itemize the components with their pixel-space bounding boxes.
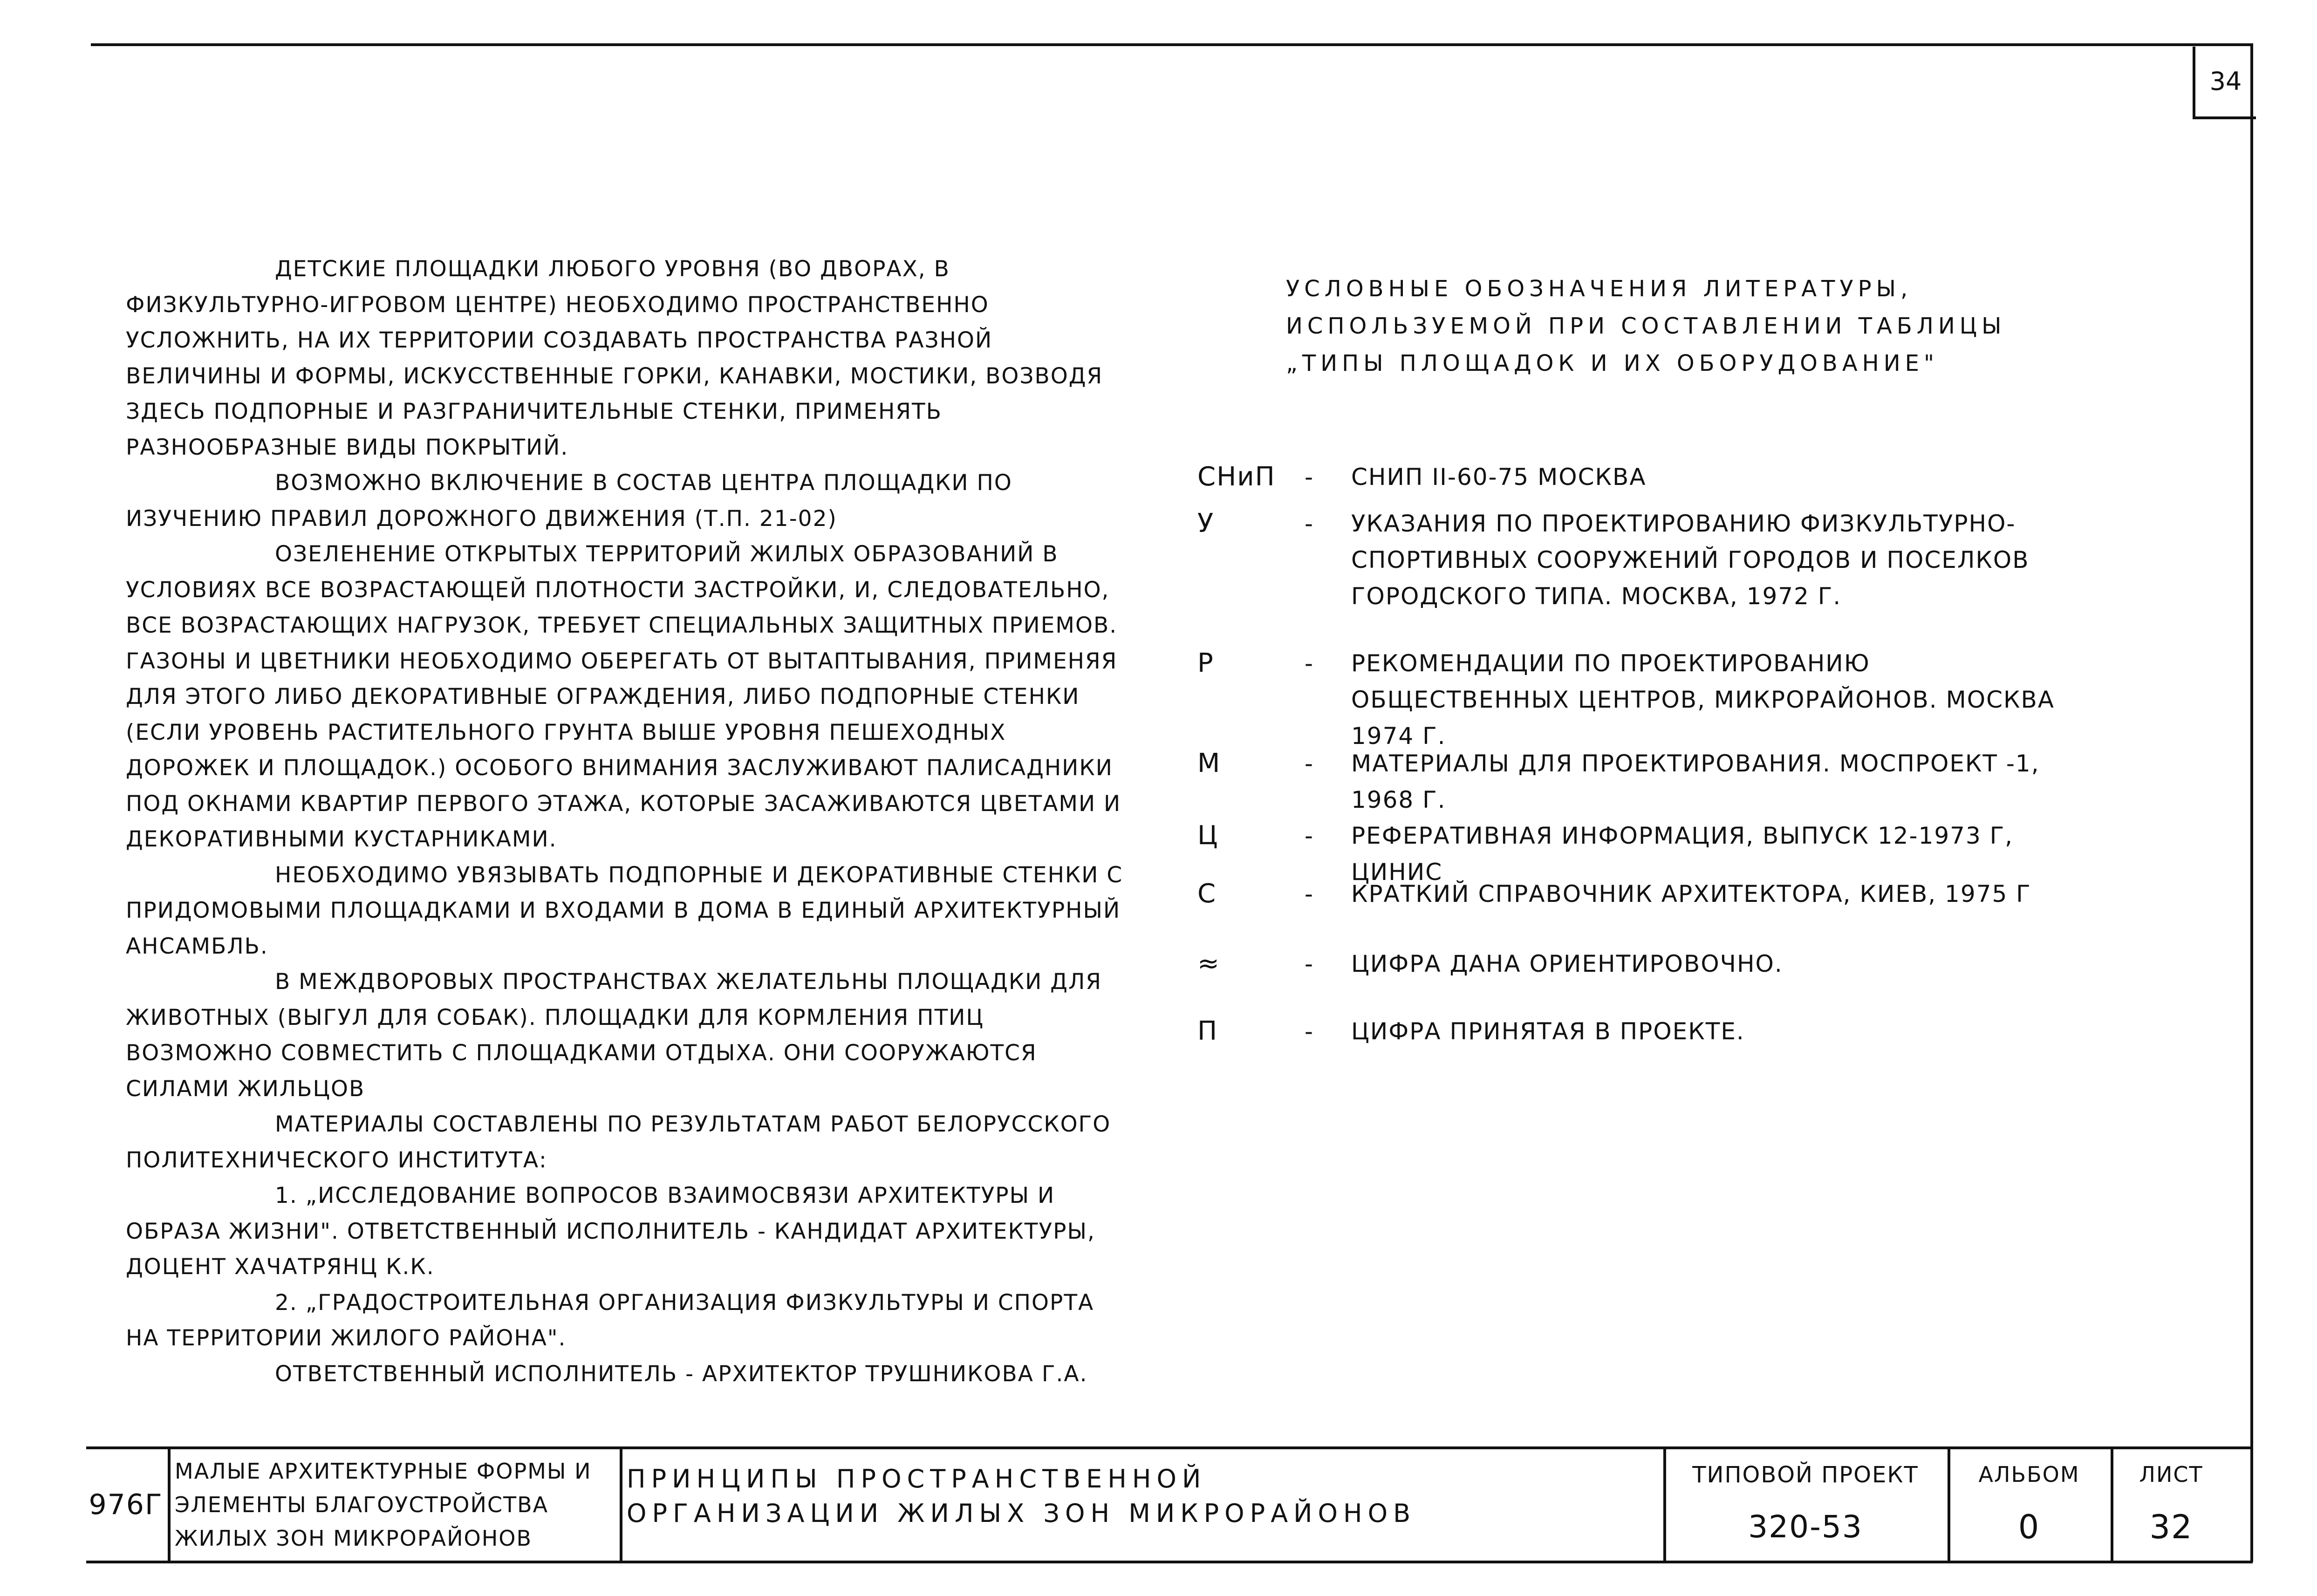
stamp-project-label: ТИПОВОЙ ПРОЕКТ xyxy=(1692,1462,1919,1488)
stamp-sheet-title: ПРИНЦИПЫ ПРОСТРАНСТВЕННОЙ ОРГАНИЗАЦИИ ЖИЛЫХ ЗОН МИКРОРАЙОНОВ xyxy=(627,1464,1416,1528)
legend-title: УСЛОВНЫЕ ОБОЗНАЧЕНИЯ ЛИТЕРАТУРЫ, ИСПОЛЬЗУЕМОЙ ПРИ СОСТАВЛЕНИИ ТАБЛИЦЫ „ТИПЫ ПЛОЩАДОК И ИХ ОБОРУДОВАНИЕ" xyxy=(1286,276,2006,376)
stamp-project-number: 320-53 xyxy=(1748,1509,1863,1545)
paragraph-sources: МАТЕРИАЛЫ СОСТАВЛЕНЫ ПО РЕЗУЛЬТАТАМ РАБОТ БЕЛОРУССКОГО ПОЛИТЕХНИЧЕСКОГО ИНСТИТУТА: xyxy=(126,1112,1111,1173)
legend-desc: РЕКОМЕНДАЦИИ ПО ПРОЕКТИРОВАНИЮ ОБЩЕСТВЕННЫХ ЦЕНТРОВ, МИКРОРАЙОНОВ. МОСКВА 1974 Г. xyxy=(1351,650,2055,750)
legend-desc: СНИП II-60-75 МОСКВА xyxy=(1351,464,1647,491)
title-block xyxy=(86,1448,2234,1562)
legend-dash: - xyxy=(1305,880,1314,907)
legend-abbr: С xyxy=(1197,879,1217,909)
legend-abbr: Ц xyxy=(1197,820,1219,851)
stamp-album-title: МАЛЫЕ АРХИТЕКТУРНЫЕ ФОРМЫ И ЭЛЕМЕНТЫ БЛАГОУСТРОЙСТВА ЖИЛЫХ ЗОН МИКРОРАЙОНОВ xyxy=(175,1459,592,1551)
legend-desc: РЕФЕРАТИВНАЯ ИНФОРМАЦИЯ, ВЫПУСК 12-1973 Г, ЦИНИС xyxy=(1351,822,2014,886)
legend-abbr: СНиП xyxy=(1197,462,1276,492)
legend-dash: - xyxy=(1305,464,1314,491)
paragraph-walls: НЕОБХОДИМО УВЯЗЫВАТЬ ПОДПОРНЫЕ И ДЕКОРАТИВНЫЕ СТЕНКИ С ПРИДОМОВЫМИ ПЛОЩАДКАМИ И ВХОДАМИ В ДОМА В ЕДИНЫЙ АРХИТЕКТУРНЫЙ АНСАМБЛЬ. xyxy=(126,862,1123,959)
paragraph-source-1: 1. „ИССЛЕДОВАНИЕ ВОПРОСОВ ВЗАИМОСВЯЗИ АРХИТЕКТУРЫ И ОБРАЗА ЖИЗНИ". ОТВЕТСТВЕННЫЙ ИСПОЛНИТЕЛЬ - КАНДИДАТ АРХИТЕКТУРЫ, ДОЦЕНТ ХАЧАТРЯНЦ К.К. xyxy=(126,1183,1095,1280)
page-number-box xyxy=(2193,47,2256,119)
legend-dash: - xyxy=(1305,950,1314,977)
legend-desc: ЦИФРА ДАНА ОРИЕНТИРОВОЧНО. xyxy=(1351,950,1783,977)
legend-abbr: ≈ xyxy=(1197,948,1220,979)
legend-dash: - xyxy=(1305,650,1314,677)
stamp-sheet-label: ЛИСТ xyxy=(2139,1462,2203,1487)
right-border-line xyxy=(2250,43,2253,1562)
paragraph-traffic-rules: ВОЗМОЖНО ВКЛЮЧЕНИЕ В СОСТАВ ЦЕНТРА ПЛОЩАДКИ ПО ИЗУЧЕНИЮ ПРАВИЛ ДОРОЖНОГО ДВИЖЕНИЯ (Т.П. 21-02) xyxy=(126,470,1012,532)
paragraph-playgrounds: ДЕТСКИЕ ПЛОЩАДКИ ЛЮБОГО УРОВНЯ (ВО ДВОРАХ, В ФИЗКУЛЬТУРНО-ИГРОВОМ ЦЕНТРЕ) НЕОБХОДИМО ПРОСТРАНСТВЕННО УСЛОЖНИТЬ, НА ИХ ТЕРРИТОРИИ СОЗДАВАТЬ ПРОСТРАНСТВА РАЗНОЙ ВЕЛИЧИНЫ И ФОРМЫ, ИСКУССТВЕННЫЕ ГОРКИ, КАНАВКИ, МОСТИКИ, ВОЗВОДЯ ЗДЕСЬ ПОДПОРНЫЕ И РАЗГРАНИЧИТЕЛЬНЫЕ СТЕНКИ, ПРИМЕНЯТЬ РАЗНООБРАЗНЫЕ ВИДЫ ПОКРЫТИЙ. xyxy=(126,256,1103,460)
legend-desc: УКАЗАНИЯ ПО ПРОЕКТИРОВАНИЮ ФИЗКУЛЬТУРНО-СПОРТИВНЫХ СООРУЖЕНИЙ ГОРОДОВ И ПОСЕЛКОВ ГОРОДСКОГО ТИПА. МОСКВА, 1972 Г. xyxy=(1351,510,2030,610)
paragraph-animals: В МЕЖДВОРОВЫХ ПРОСТРАНСТВАХ ЖЕЛАТЕЛЬНЫ ПЛОЩАДКИ ДЛЯ ЖИВОТНЫХ (ВЫГУЛ ДЛЯ СОБАК). ПЛОЩАДКИ ДЛЯ КОРМЛЕНИЯ ПТИЦ ВОЗМОЖНО СОВМЕСТИТЬ С ПЛОЩАДКАМИ ОТДЫХА. ОНИ СООРУЖАЮТСЯ СИЛАМИ ЖИЛЬЦОВ xyxy=(126,969,1102,1102)
stamp-sheet-value: 32 xyxy=(2149,1508,2193,1546)
stamp-year: 976Г xyxy=(89,1488,163,1521)
top-border-line xyxy=(91,43,2253,46)
page-number: 34 xyxy=(2209,67,2242,96)
legend-dash: - xyxy=(1305,750,1314,777)
legend-desc: КРАТКИЙ СПРАВОЧНИК АРХИТЕКТОРА, КИЕВ, 1975 Г xyxy=(1351,880,2031,907)
paragraph-greening: ОЗЕЛЕНЕНИЕ ОТКРЫТЫХ ТЕРРИТОРИЙ ЖИЛЫХ ОБРАЗОВАНИЙ В УСЛОВИЯХ ВСЕ ВОЗРАСТАЮЩЕЙ ПЛОТНОСТИ ЗАСТРОЙКИ, И, СЛЕДОВАТЕЛЬНО, ВСЕ ВОЗРАСТАЮЩИХ НАГРУЗОК, ТРЕБУЕТ СПЕЦИАЛЬНЫХ ЗАЩИТНЫХ ПРИЕМОВ. ГАЗОНЫ И ЦВЕТНИКИ НЕОБХОДИМО ОБЕРЕГАТЬ ОТ ВЫТАПТЫВАНИЯ, ПРИМЕНЯЯ ДЛЯ ЭТОГО ЛИБО ДЕКОРАТИВНЫЕ ОГРАЖДЕНИЯ, ЛИБО ПОДПОРНЫЕ СТЕНКИ (ЕСЛИ УРОВЕНЬ РАСТИТЕЛЬНОГО ГРУНТА ВЫШЕ УРОВНЯ ПЕШЕХОДНЫХ ДОРОЖЕК И ПЛОЩАДОК.) ОСОБОГО ВНИМАНИЯ ЗАСЛУЖИВАЮТ ПАЛИСАДНИКИ ПОД ОКНАМИ КВАРТИР ПЕРВОГО ЭТАЖА, КОТОРЫЕ ЗАСАЖИВАЮТСЯ ЦВЕТАМИ И ДЕКОРАТИВНЫМИ КУСТАРНИКАМИ. xyxy=(126,541,1121,852)
paragraph-responsible: ОТВЕТСТВЕННЫЙ ИСПОЛНИТЕЛЬ - АРХИТЕКТОР ТРУШНИКОВА Г.А. xyxy=(275,1361,1088,1387)
legend-dash: - xyxy=(1305,1018,1314,1045)
stamp-album-label: АЛЬБОМ xyxy=(1978,1462,2080,1487)
legend-abbr: У xyxy=(1197,508,1215,539)
explanatory-text xyxy=(126,252,1132,1392)
paragraph-source-2: 2. „ГРАДОСТРОИТЕЛЬНАЯ ОРГАНИЗАЦИЯ ФИЗКУЛЬТУРЫ И СПОРТА НА ТЕРРИТОРИИ ЖИЛОГО РАЙОНА". xyxy=(126,1289,1094,1351)
legend-desc: ЦИФРА ПРИНЯТАЯ В ПРОЕКТЕ. xyxy=(1351,1018,1745,1045)
legend-abbr: Р xyxy=(1197,648,1214,678)
legend-desc: МАТЕРИАЛЫ ДЛЯ ПРОЕКТИРОВАНИЯ. МОСПРОЕКТ -1, 1968 Г. xyxy=(1351,750,2040,813)
legend-abbr: П xyxy=(1197,1016,1218,1046)
legend-dash: - xyxy=(1305,510,1314,537)
stamp-album-value: 0 xyxy=(2018,1508,2040,1546)
legend-abbr: М xyxy=(1197,748,1221,778)
legend-dash: - xyxy=(1305,822,1314,849)
